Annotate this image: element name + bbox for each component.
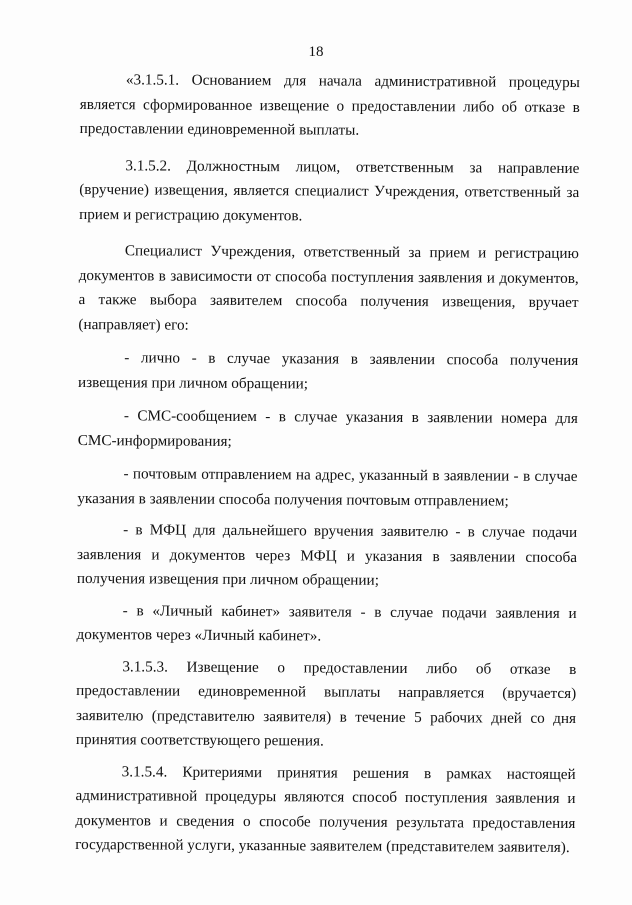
paragraph-3-1-5-4: 3.1.5.4. Критериями принятия решения в рамках настоящей административной процедуры являются способ поступления заявления и документов и сведения о способе получения результата предоставления государственной услуги, указанные заявителем (представителем заявителя).: [75, 762, 576, 857]
paragraph-specialist: Специалист Учреждения, ответственный за прием и регистрацию документов в зависимости от способа поступления заявления и документов, а также выбора заявителем способа получения извещения, вручает (направляет) его:: [78, 242, 579, 334]
document-body: [75, 68, 580, 861]
paragraph-3-1-5-2: 3.1.5.2. Должностным лицом, ответственным за направление (вручение) извещения, является специалист Учреждения, ответственный за прием и регистрацию документов.: [79, 156, 580, 224]
list-item-personal: - лично - в случае указания в заявлении способа получения извещения при личном обращении;: [78, 349, 579, 392]
list-item-mfc: - в МФЦ для дальнейшего вручения заявителю - в случае подачи заявления и документов через МФЦ и указания в заявлении способа получения извещения при личном обращении;: [76, 521, 578, 589]
page-number: 18: [308, 44, 324, 60]
paragraph-3-1-5-1: «3.1.5.1. Основанием для начала административной процедуры является сформированное извещение о предоставлении либо об отказе в предоставлении единовременной выплаты.: [79, 71, 580, 139]
list-item-sms: - СМС-сообщением - в случае указания в заявлении номера для СМС-информирования;: [77, 407, 578, 450]
list-item-post: - почтовым отправлением на адрес, указанный в заявлении - в случае указания в заявлении способа получения почтовым отправлением;: [77, 465, 578, 510]
paragraph-3-1-5-3: 3.1.5.3. Извещение о предоставлении либо об отказе в предоставлении единовременной выплаты направляется (вручается) заявителю (представителю заявителя) в течение 5 рабочих дней со дня принятия соответствующего решения.: [75, 657, 577, 750]
list-item-personal-account: - в «Личный кабинет» заявителя - в случае подачи заявления и документов через «Личный кабинет».: [76, 601, 577, 645]
